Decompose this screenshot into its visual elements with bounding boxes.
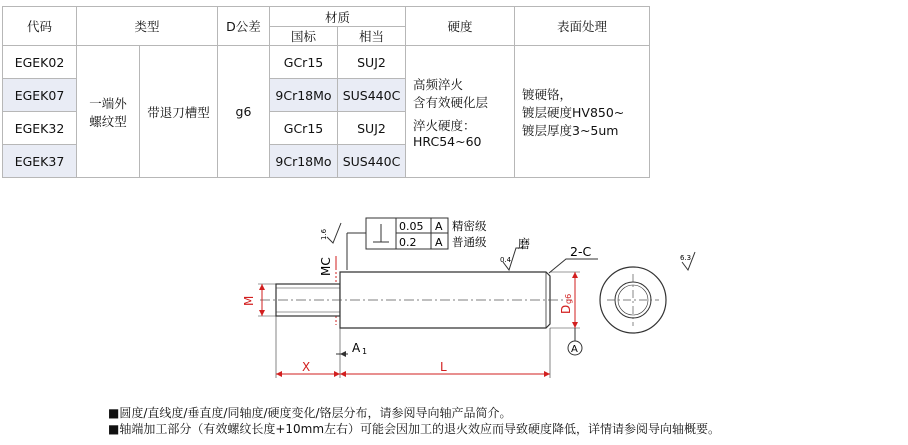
surface-cell <box>515 46 650 178</box>
roughness-symbol-16 <box>320 223 341 243</box>
roughness-value: 0.4 <box>500 256 512 264</box>
shaft-drawing <box>0 200 908 400</box>
grind-label: 磨 <box>518 237 531 251</box>
surface-line: 镀层硬度HV850~ <box>522 104 625 120</box>
table-row-mat-eq: SUS440C <box>338 79 406 112</box>
tolerance-value: 0.2 <box>399 236 417 249</box>
a1-dimension <box>336 341 367 357</box>
table-row-mat-eq: SUS440C <box>338 145 406 178</box>
datum-a-marker <box>568 328 582 355</box>
th-material-cn: 国标 <box>270 27 338 46</box>
l-dimension <box>340 328 550 378</box>
th-material: 材质 <box>270 7 406 27</box>
chamfer-label: 2-C <box>570 244 592 259</box>
roughness-symbol-63 <box>680 252 695 270</box>
tolerance-grade: 精密级 <box>452 219 487 233</box>
table-row-mat-cn: 9Cr18Mo <box>270 145 338 178</box>
table-row-mat-cn: 9Cr18Mo <box>270 79 338 112</box>
th-surface: 表面处理 <box>515 7 650 46</box>
th-code: 代码 <box>3 7 77 46</box>
roughness-symbol-04 <box>500 236 530 270</box>
th-d-tolerance: D公差 <box>218 7 270 46</box>
hardness-cell <box>406 46 515 178</box>
table-row-mat-cn: GCr15 <box>270 46 338 79</box>
table-row-code: EGEK07 <box>3 79 77 112</box>
type-sub-cell: 带退刀槽型 <box>140 46 218 178</box>
m-dimension <box>242 284 276 316</box>
a1-label: A <box>352 341 361 355</box>
a1-sub: 1 <box>362 347 368 356</box>
end-view <box>600 267 666 333</box>
tolerance-datum: A <box>435 220 443 233</box>
table-row-code: EGEK37 <box>3 145 77 178</box>
table-row-mat-eq: SUJ2 <box>338 112 406 145</box>
roughness-value: 6.3 <box>680 254 692 262</box>
d-tolerance-sub: g6 <box>564 293 573 304</box>
table-row-mat-eq: SUJ2 <box>338 46 406 79</box>
datum-a-label: A <box>571 344 578 355</box>
chamfer-callout <box>549 244 598 273</box>
tolerance-datum: A <box>435 236 443 249</box>
spec-table <box>2 6 650 178</box>
hardness-line: 高频淬火 <box>413 76 464 92</box>
th-material-eq: 相当 <box>338 27 406 46</box>
type-main-line: 螺纹型 <box>89 113 127 129</box>
th-type: 类型 <box>77 7 218 46</box>
l-label: L <box>440 360 447 374</box>
footnote-line: ■轴端加工部分（有效螺纹长度+10mm左右）可能会因加工的退火效应而导致硬度降低，详情请参阅导向轴概要。 <box>108 422 721 436</box>
hardness-line: 含有效硬化层 <box>413 94 489 110</box>
tolerance-grade: 普通级 <box>452 235 487 249</box>
x-dimension <box>276 316 340 378</box>
roughness-value: 1.6 <box>320 228 328 240</box>
d-label: D <box>559 304 573 314</box>
tolerance-value: 0.05 <box>399 220 424 233</box>
m-label: M <box>242 295 256 306</box>
table-row-code: EGEK32 <box>3 112 77 145</box>
type-main-cell <box>77 46 140 178</box>
hardness-line: HRC54~60 <box>413 133 482 149</box>
footnotes <box>108 405 720 437</box>
surface-line: 镀硬铬， <box>522 86 573 102</box>
shaft-body <box>260 272 572 328</box>
hardness-line: 淬火硬度： <box>413 117 476 133</box>
mc-label: MC <box>319 257 333 276</box>
footnote-line: ■圆度/直线度/垂直度/同轴度/硬度变化/铬层分布，请参阅导向轴产品简介。 <box>108 406 512 420</box>
surface-line: 镀层厚度3~5um <box>522 122 619 138</box>
geometric-tolerance-frame <box>347 218 487 270</box>
x-label: X <box>302 360 311 374</box>
table-row-code: EGEK02 <box>3 46 77 79</box>
d-tolerance-cell: g6 <box>218 46 270 178</box>
table-row-mat-cn: GCr15 <box>270 112 338 145</box>
th-hardness: 硬度 <box>406 7 515 46</box>
type-main-line: 一端外 <box>89 95 127 111</box>
